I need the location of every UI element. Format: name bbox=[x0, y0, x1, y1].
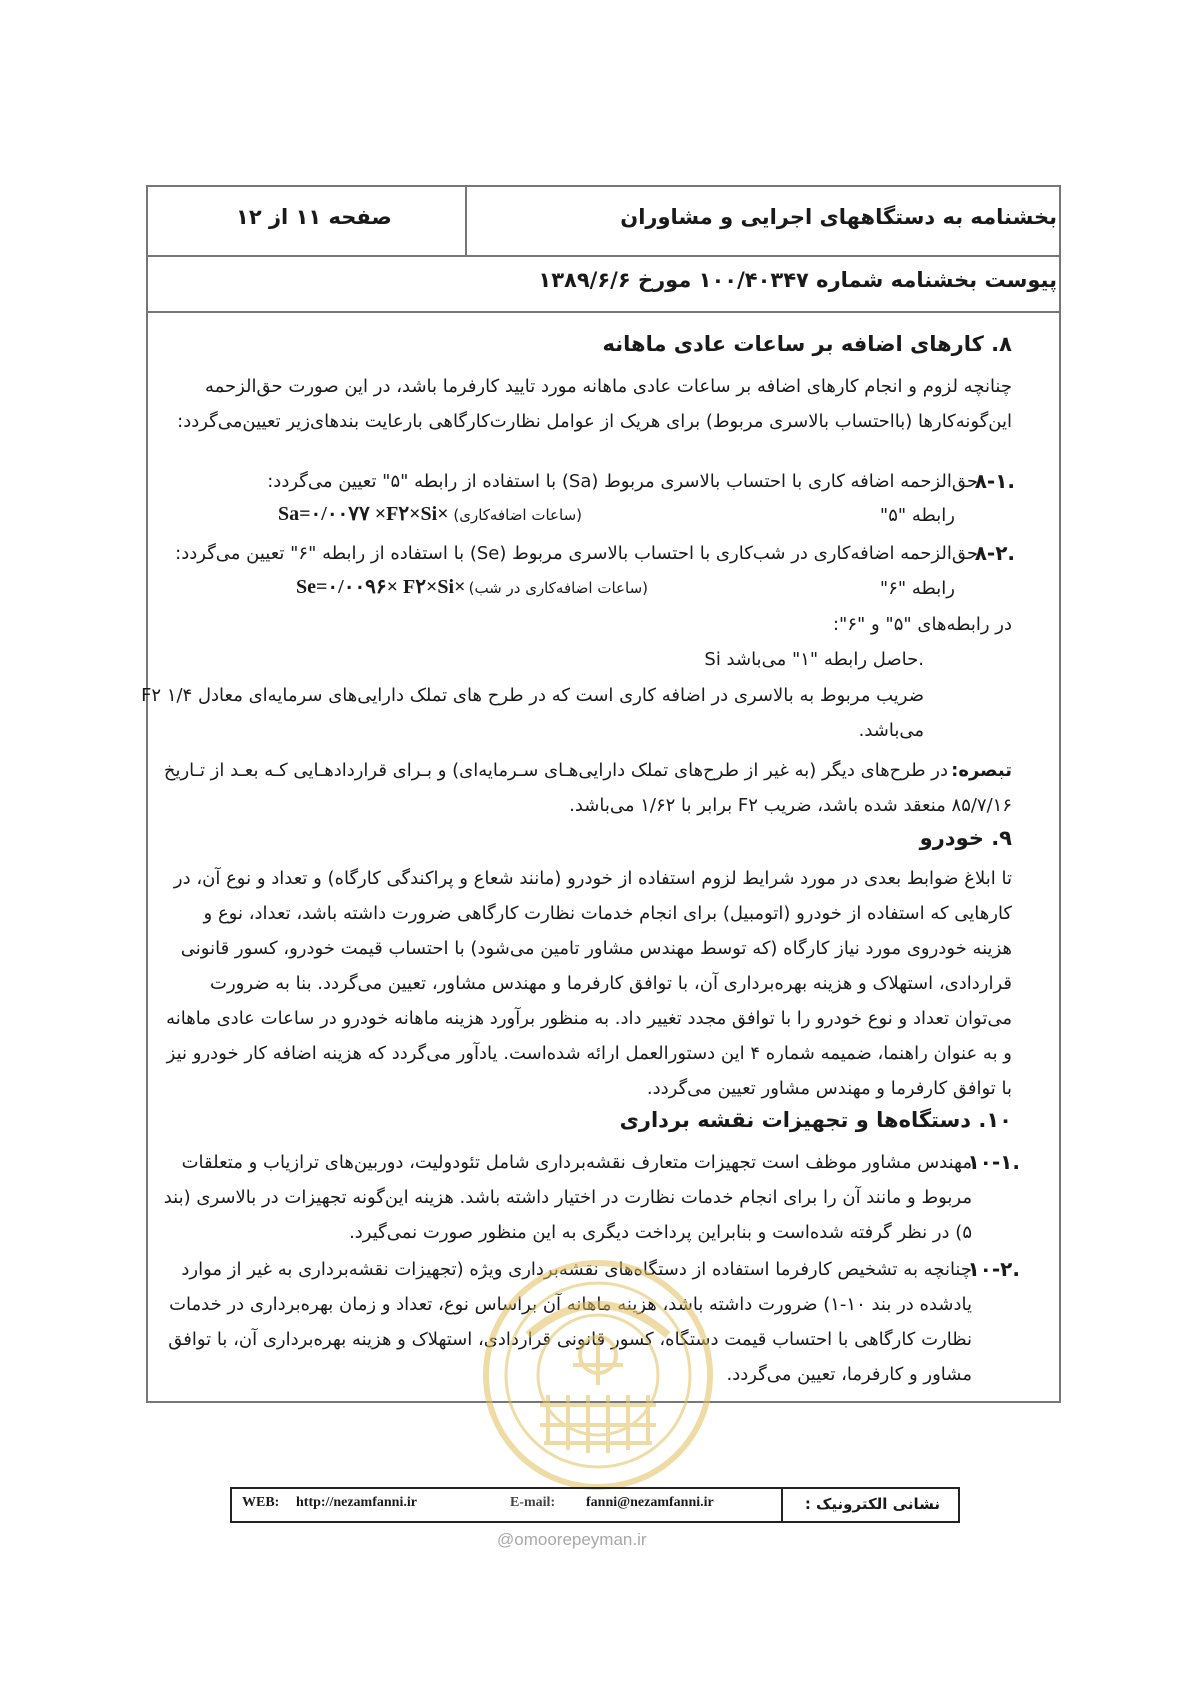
item-10-2-line: چنانچه به تشخیص کارفرما استفاده از دستگاه‌های نقشه‌برداری ویژه (تجهیزات نقشه‌برداری به غیر از موارد bbox=[181, 1259, 972, 1280]
item-8-2-text: حق‌الزحمه اضافه‌کاری در شب‌کاری با احتساب بالاسری مربوط (Se) با استفاده از رابطه "۶" تعیین می‌گردد: bbox=[175, 543, 978, 564]
relation-5-label: رابطه "۵" bbox=[879, 505, 955, 526]
footer-label: نشانی الکترونیک : bbox=[804, 1495, 940, 1513]
section-8-paragraph-line2: این‌گونه‌کارها (بااحتساب بالاسری مربوط) برای هریک از عوامل نظارت‌کارگاهی بارعایت بندهای‌زیر تعیین‌می‌گردد: bbox=[177, 411, 1012, 432]
item-8-1-text: حق‌الزحمه اضافه کاری با احتساب بالاسری مربوط (Sa) با استفاده از رابطه "۵" تعیین می‌گردد: bbox=[267, 471, 978, 492]
f2-definition-line2: می‌باشد. bbox=[858, 720, 924, 741]
relation-6-paren: (ساعات اضافه‌کاری در شب) bbox=[468, 579, 648, 597]
section-8-paragraph-line1: چنانچه لزوم و انجام کارهای اضافه بر ساعات عادی ماهانه مورد تایید کارفرما باشد، در این صورت حق‌الزحمه bbox=[204, 376, 1012, 397]
section-9-line: هزینه خودروی مورد نیاز کارگاه (که توسط مهندس مشاور تامین می‌شود) با احتساب قیمت خودرو، کسور قانونی bbox=[180, 938, 1012, 959]
relation-6-label: رابطه "۶" bbox=[879, 578, 955, 599]
footer-email-link[interactable]: fanni@nezamfanni.ir bbox=[586, 1495, 714, 1510]
section-8-heading: ۸. کارهای اضافه بر ساعات عادی ماهانه bbox=[602, 332, 1012, 356]
note-line1: در طرح‌های دیگر (به غیر از طرح‌های تملک دارایی‌هـای سـرمایه‌ای) و بـرای قراردادهـایی کـه بعـد از تـاریخ bbox=[163, 760, 948, 781]
relation-6-formula: Se=۰/۰۰۹۶× F۲×Si× bbox=[296, 576, 466, 598]
section-10-heading: ۱۰. دستگاه‌ها و تجهیزات نقشه برداری bbox=[619, 1108, 1012, 1132]
watermark-text: @omoorepeyman.ir bbox=[497, 1530, 647, 1549]
section-9-line: با توافق کارفرما و مهندس مشاور تعیین می‌گردد. bbox=[646, 1078, 1012, 1099]
section-9-line: تا ابلاغ ضوابط بعدی در مورد شرایط لزوم استفاده از خودرو (مانند شعاع و پراکندگی کارگاه) و تعداد و نوع آن، در bbox=[173, 868, 1012, 889]
document-title: بخشنامه به دستگاههای اجرایی و مشاوران bbox=[620, 205, 1057, 229]
item-10-2-line: نظارت کارگاهی با احتساب قیمت دستگاه، کسور قانونی قراردادی، استهلاک و هزینه بهره‌برداری آن، با توافق bbox=[168, 1329, 972, 1350]
item-8-2-number: ۸-۲. bbox=[974, 541, 1015, 565]
f2-definition-line1: F۲ ضریب مربوط به بالاسری در اضافه کاری است که در طرح های تملک دارایی‌های سرمایه‌ای معادل ۱/۴ bbox=[141, 685, 924, 706]
item-10-2-line: یادشده در بند ۱۰-۱) ضرورت داشته باشد، هزینه ماهانه آن براساس نوع، تعداد و زمان بهره‌برداری در خدمات bbox=[169, 1294, 972, 1315]
item-10-1-line: مهندس مشاور موظف است تجهیزات متعارف نقشه‌برداری شامل تئودولیت، دوربین‌های ترازیاب و متعلقات bbox=[181, 1152, 972, 1173]
header-divider-vertical bbox=[465, 185, 467, 257]
section-9-line: قراردادی، استهلاک و هزینه بهره‌برداری آن، با توافق کارفرما و مهندس مشاور، تعیین می‌گردد. بنا به ضرورت bbox=[210, 973, 1012, 994]
footer-web-link[interactable]: http://nezamfanni.ir bbox=[296, 1495, 417, 1510]
page-number: صفحه ۱۱ از ۱۲ bbox=[236, 205, 392, 229]
note-label: تبصره: bbox=[951, 760, 1012, 781]
footer-email-label: E-mail: bbox=[510, 1495, 556, 1510]
relation-5-paren: (ساعات اضافه‌کاری) bbox=[453, 506, 582, 524]
section-9-heading: ۹. خودرو bbox=[919, 826, 1012, 850]
item-8-1-number: ۸-۱. bbox=[974, 469, 1015, 493]
item-10-1-number: ۱۰-۱. bbox=[967, 1150, 1020, 1174]
header-divider-1 bbox=[146, 255, 1061, 257]
section-9-line: می‌توان تعداد و نوع خودرو را با توافق مجدد تغییر داد. به منظور برآورد هزینه ماهانه خودرو در ساعات عادی ماهانه bbox=[166, 1008, 1012, 1029]
relations-intro: در رابطه‌های "۵" و "۶": bbox=[832, 614, 1012, 635]
item-10-2-line: مشاور و کارفرما، تعیین می‌گردد. bbox=[726, 1364, 972, 1385]
attachment-reference: پیوست بخشنامه شماره ۱۰۰/۴۰۳۴۷ مورخ ۱۳۸۹/۶/۶ bbox=[538, 268, 1057, 292]
item-10-2-number: ۱۰-۲. bbox=[967, 1257, 1020, 1281]
footer-web-label: WEB: bbox=[242, 1495, 280, 1510]
relation-5-formula: Sa=۰/۰۰۷۷ ×F۲×Si× bbox=[278, 503, 449, 525]
si-definition: Si حاصل رابطه "۱" می‌باشد. bbox=[704, 649, 924, 670]
footer-divider bbox=[781, 1487, 783, 1523]
note-line2: ۸۵/۷/۱۶ منعقد شده باشد، ضریب F۲ برابر با ۱/۶۲ می‌باشد. bbox=[569, 795, 1012, 816]
item-10-1-line: مربوط و مانند آن را برای انجام خدمات نظارت در اختیار داشته باشد. هزینه این‌گونه تجهیزات در بالاسری (بند bbox=[163, 1187, 972, 1208]
section-9-line: و به عنوان راهنما، ضمیمه شماره ۴ این دستورالعمل ارائه شده‌است. یادآور می‌گردد که هزینه اضافه کار خودرو نیز bbox=[166, 1043, 1012, 1064]
section-9-line: کارهایی که استفاده از خودرو (اتومبیل) برای انجام خدمات نظارت کارگاهی ضرورت داشته باشد، تعداد، نوع و bbox=[203, 903, 1012, 924]
item-10-1-line: ۵) در نظر گرفته شده‌است و بنابراین پرداخت دیگری به این منظور صورت نمی‌گیرد. bbox=[349, 1222, 972, 1243]
organization-seal-icon bbox=[478, 1255, 718, 1495]
header-divider-2 bbox=[146, 311, 1061, 313]
